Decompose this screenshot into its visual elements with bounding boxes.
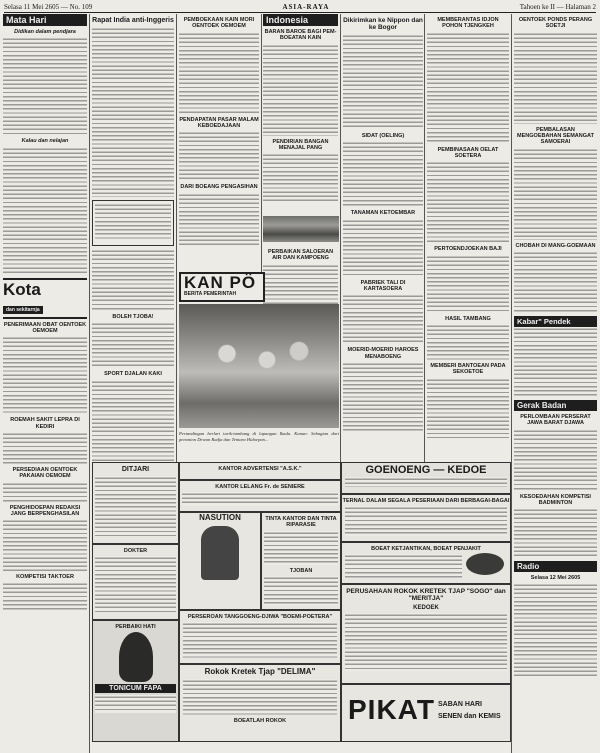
headline: SIDAT (OELING) bbox=[361, 132, 405, 139]
headline: BOLEH TJOBA! bbox=[112, 314, 154, 321]
article-body bbox=[179, 32, 259, 114]
figure-illustration bbox=[201, 526, 239, 580]
article-body bbox=[514, 508, 597, 558]
column-1 bbox=[3, 14, 87, 612]
pikat-sub1: SABAN HARI bbox=[438, 701, 482, 708]
column-rule bbox=[176, 14, 177, 476]
boxed-notice bbox=[92, 200, 174, 246]
headline: KOMPETISI TAKTOER bbox=[16, 574, 74, 581]
column-6 bbox=[427, 14, 509, 474]
article-body bbox=[343, 219, 423, 277]
kota-subtitle: dan sekitarnja bbox=[3, 306, 43, 314]
headline: PERBAIKAN SALOERAN AIR DAN KAMPOENG bbox=[267, 249, 334, 262]
article-body bbox=[3, 432, 87, 464]
article-body bbox=[343, 362, 423, 432]
ad-kantor bbox=[179, 462, 341, 480]
ad-sogo-meritja bbox=[341, 584, 511, 684]
headline: TANAMAN KETOEMBAR bbox=[350, 210, 416, 217]
column-3 bbox=[179, 14, 259, 276]
ad-tinta bbox=[261, 512, 341, 610]
headline: MEMBERANTAS IDJON POHON TJENGKEH bbox=[437, 17, 499, 30]
ad-title: DITJARI bbox=[121, 466, 150, 473]
kanpo-subtitle: BERITA PEMERINTAH bbox=[184, 291, 237, 297]
ad-title: BOEAT KETJANTIKAN, BOEAT PENJAKIT bbox=[371, 546, 481, 552]
column-2 bbox=[92, 14, 174, 474]
article-body bbox=[92, 249, 174, 311]
article-body bbox=[514, 251, 597, 313]
paper-title: ASIA-RAYA bbox=[282, 3, 330, 11]
column-7 bbox=[514, 14, 597, 752]
headline: OENTOEK PONDS PERANG SOETJI bbox=[518, 17, 593, 30]
kanpo-banner bbox=[179, 272, 265, 302]
headline: CHOBAH DI MANG-GOEMAAN bbox=[515, 242, 596, 249]
section-indonesia: Indonesia bbox=[263, 14, 338, 26]
ad-title: KANTOR LELANG Fr. de SENIERE bbox=[215, 484, 305, 490]
article-body bbox=[263, 44, 338, 136]
article-body bbox=[3, 37, 87, 135]
article-body bbox=[92, 380, 174, 470]
article-body bbox=[179, 131, 259, 181]
article-body bbox=[427, 161, 509, 243]
headline: PENGHIDOEPAN REDAKSI JANG BERPENGHASILAN bbox=[9, 504, 81, 517]
headline: Dikirimkan ke Nippon dan ke Bogor bbox=[343, 17, 423, 32]
ad-title: PERSEROAN TANGGOENG-DJIWA "BOEMI-POETERA" bbox=[187, 614, 333, 620]
article-body bbox=[263, 153, 338, 203]
pikat-title: PIKAT bbox=[348, 694, 435, 725]
headline: Rapat India anti-Inggeris bbox=[92, 17, 174, 24]
article-body bbox=[3, 336, 87, 414]
headline: PENDAPATAN PASAR MALAM KEBOEDAJAAN bbox=[179, 116, 259, 129]
headline: MOERID-MOERID HAROES MENABOENG bbox=[347, 347, 419, 360]
headline: Didikan dalam pendjara bbox=[14, 29, 76, 35]
ad-lelang bbox=[179, 480, 341, 512]
article-body bbox=[3, 582, 87, 612]
column-rule bbox=[261, 14, 262, 284]
tonicum-brand: TONICUM FAPA bbox=[95, 684, 176, 693]
radio-schedule bbox=[514, 583, 597, 679]
column-4 bbox=[263, 14, 338, 224]
column-rule bbox=[424, 14, 425, 476]
ad-title: PERUSAHAAN ROKOK KRETEK TJAP "SOGO" dan "MERITJA" bbox=[346, 588, 506, 603]
headline: ROEMAH SAKIT LEPRA DI KEDIRI bbox=[10, 417, 80, 430]
article-body bbox=[514, 327, 597, 397]
section-kabar-pendek: Kabar" Pendek bbox=[514, 316, 597, 327]
article-body bbox=[343, 294, 423, 344]
article-body bbox=[427, 32, 509, 144]
ad-nasution bbox=[179, 512, 261, 610]
column-rule bbox=[511, 14, 512, 753]
article-body bbox=[92, 322, 174, 368]
article-body bbox=[514, 429, 597, 491]
ad-goenoeng-kedoe bbox=[341, 462, 511, 494]
article-body bbox=[179, 193, 259, 245]
headline: PEMBALASAN MENGOEBAHAN SEMANGAT SAMOERAI bbox=[517, 126, 594, 146]
article-body bbox=[427, 378, 509, 438]
headline: PABRIEK TALI DI KARTASOERA bbox=[360, 279, 406, 292]
man-illustration bbox=[119, 632, 153, 682]
article-body bbox=[3, 482, 87, 502]
headline: PERTOENDJOEKAN BAJI bbox=[434, 246, 502, 253]
photo-caption: Pertandingan berlari tarik-tambang di lapangan Ikada. Kanan: Sebagian dari penonton Dewan Radja dan Tentara Hidoepan... bbox=[179, 431, 339, 442]
headline: DARI BOEANG PENGASIHAN bbox=[180, 184, 258, 191]
article-body bbox=[343, 141, 423, 207]
headline: PENERIMAAN OBAT OENTOEK OEMOEM bbox=[3, 321, 87, 334]
ad-tonicum-fapa bbox=[92, 620, 179, 742]
ad-title: GOENOENG — KEDOE bbox=[365, 464, 487, 476]
ad-poetera bbox=[179, 610, 341, 664]
headline: PEMBINASAAN OELAT SOETERA bbox=[437, 146, 499, 159]
ad-pikat bbox=[341, 684, 511, 742]
article-body bbox=[427, 324, 509, 360]
ad-title: NASUTION bbox=[199, 513, 241, 522]
pikat-sub2: SENEN dan KEMIS bbox=[438, 713, 501, 720]
ad-dokter bbox=[92, 544, 179, 620]
product-tin-icon bbox=[466, 553, 504, 575]
ad-title: DOKTER bbox=[123, 548, 148, 554]
article-body bbox=[3, 147, 87, 275]
headline: PERLOMBAAN PERSERAT JAWA BARAT DJAWA bbox=[520, 413, 591, 427]
ad-title: TJOBAN bbox=[289, 567, 313, 574]
headline: Kalau dan nelajan bbox=[21, 138, 69, 145]
section-mata-hari: Mata Hari bbox=[3, 14, 87, 26]
article-body bbox=[343, 34, 423, 130]
headline: SPORT DJALAN KAKI bbox=[104, 371, 162, 378]
kanpo-title: KAN PÖ bbox=[184, 273, 257, 292]
article-body bbox=[92, 27, 174, 197]
ad-subtitle: KEDOEK bbox=[413, 604, 439, 611]
ad-subtitle: BOEATLAH ROKOK bbox=[233, 718, 287, 724]
issue-page: Tahoen ke II — Halaman 2 bbox=[519, 3, 596, 11]
column-rule bbox=[340, 14, 341, 476]
headline: HASIL TAMBANG bbox=[445, 315, 491, 322]
column-rule bbox=[89, 14, 90, 753]
article-body bbox=[514, 148, 597, 240]
ad-ditjari bbox=[92, 462, 179, 544]
article-body bbox=[427, 255, 509, 313]
headline: PERSEDIAAN OENTOEK PAKAIAN OEMOEM bbox=[12, 466, 78, 480]
ad-title: TINTA KANTOR DAN TINTA RIPARASIE bbox=[265, 516, 337, 529]
headline: MEMBERI BANTOEAN PADA SEKOETOE bbox=[430, 362, 506, 376]
ad-obat bbox=[341, 542, 511, 584]
article-body bbox=[514, 32, 597, 124]
headline: BARAN BAROE BAGI PEM-BOEATAN KAIN bbox=[264, 29, 337, 42]
headline: PEMBOEKAAN KAIN MORI OENTOEK OEMOEM bbox=[183, 17, 255, 30]
ad-title: Rokok Kretek Tjap "DELIMA" bbox=[204, 667, 316, 676]
section-gerak-badan: Gerak Badan bbox=[514, 400, 597, 411]
ad-kenal bbox=[341, 494, 511, 542]
ad-title: KANTOR ADVERTENSI "A.S.K." bbox=[218, 466, 302, 472]
ad-title: PERBAIKI HATI bbox=[115, 624, 156, 630]
kota-title: Kota bbox=[3, 279, 41, 299]
article-body bbox=[3, 519, 87, 571]
ad-delima bbox=[179, 664, 341, 742]
issue-date: Selasa 11 Mei 2605 — No. 109 bbox=[4, 3, 93, 11]
radio-date: Selasa 12 Mei 2605 bbox=[530, 575, 581, 582]
column-5 bbox=[343, 14, 423, 474]
section-kota bbox=[3, 278, 87, 319]
headline: KESOEDAHAN KOMPETISI BADMINTON bbox=[520, 493, 591, 506]
section-radio: Radio bbox=[514, 561, 597, 572]
masthead bbox=[4, 2, 596, 13]
ad-title: TERNAL DALAM SEGALA PESERIAAN DARI BERBAGAI-BAGAI bbox=[342, 498, 510, 504]
photo-tug-of-war bbox=[179, 304, 339, 428]
headline: PENDIRIAN BANGAN MENAJAL PANG bbox=[272, 138, 329, 151]
